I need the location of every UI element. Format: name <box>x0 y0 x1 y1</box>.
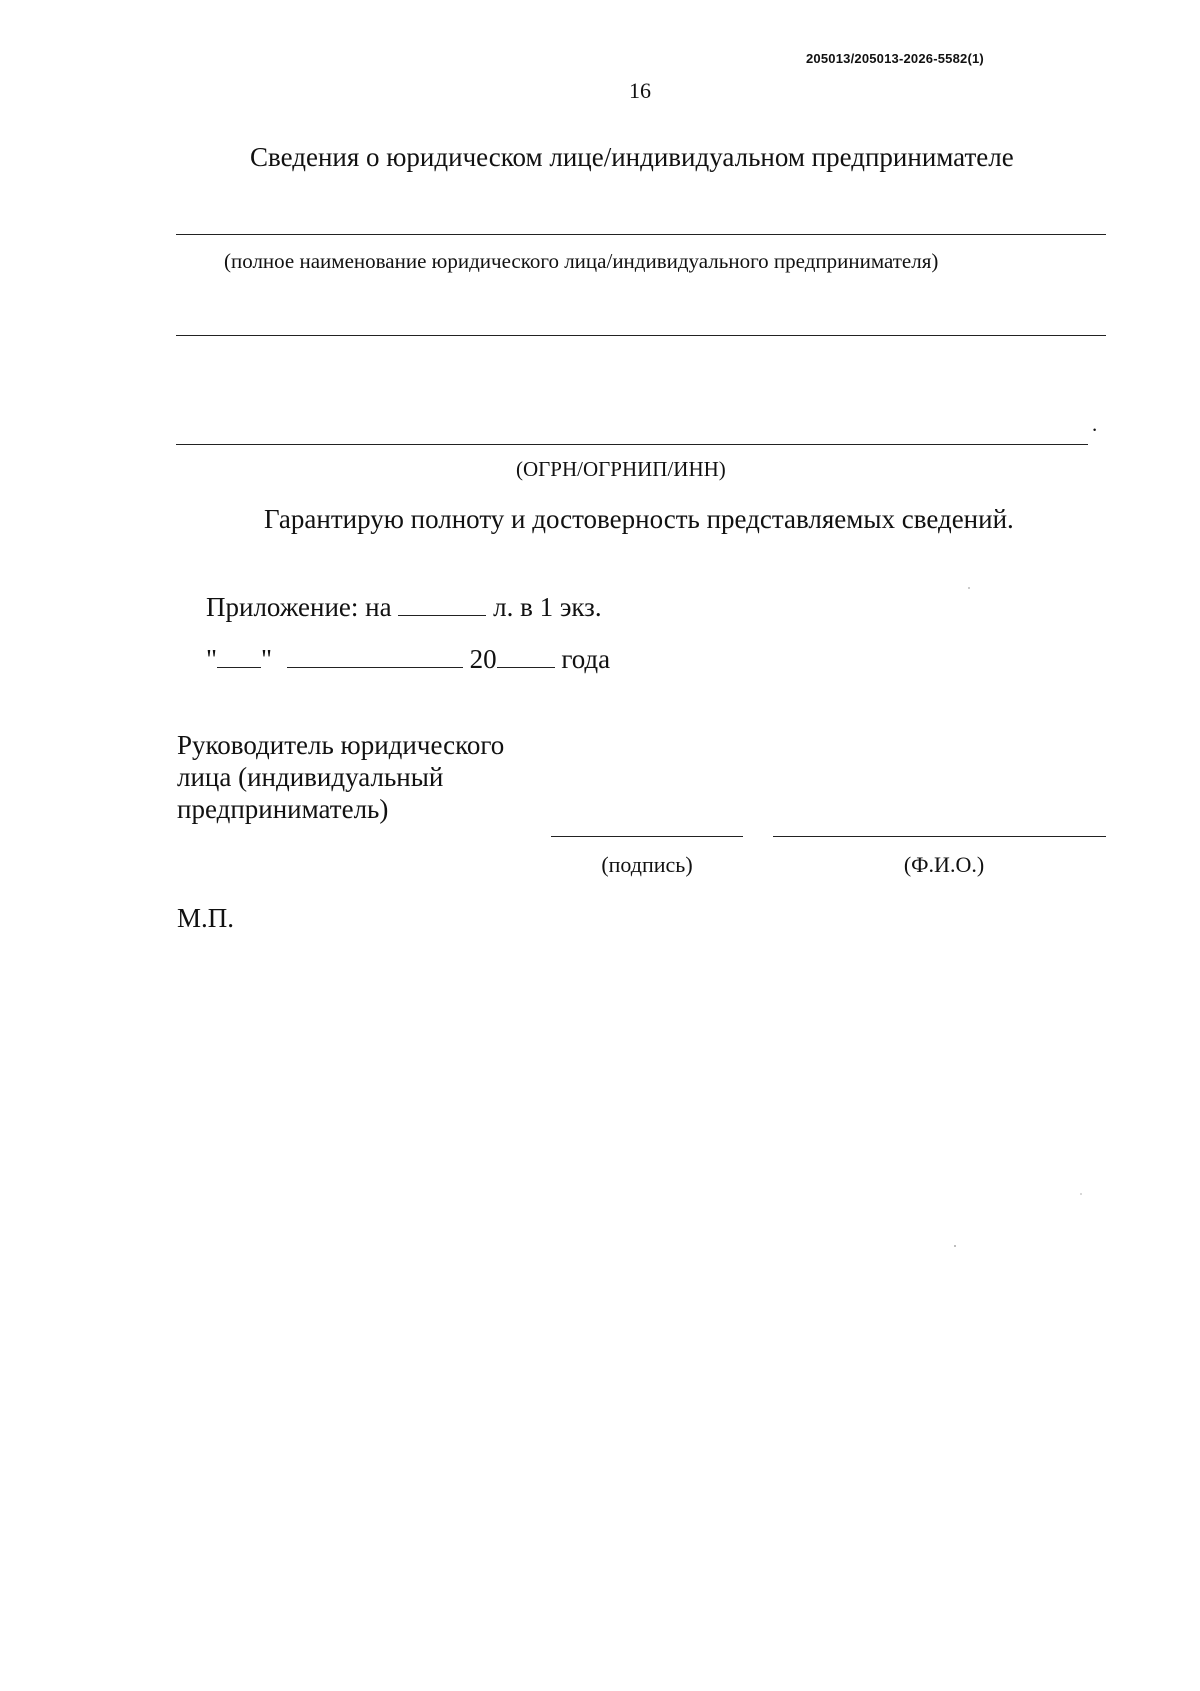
registration-number-caption: (ОГРН/ОГРНИП/ИНН) <box>516 457 726 481</box>
date-line <box>206 644 610 675</box>
attachment-line <box>206 592 602 623</box>
full-name-caption: (полное наименование юридического лица/индивидуального предпринимателя) <box>224 249 939 273</box>
scan-speck <box>1080 1193 1082 1195</box>
year-field[interactable] <box>497 645 555 668</box>
page-number: 16 <box>629 78 651 103</box>
month-field[interactable] <box>287 645 463 668</box>
signature-caption: (подпись) <box>601 852 693 877</box>
full-name-line-1[interactable] <box>176 234 1106 235</box>
attachment-prefix: Приложение: на <box>206 592 392 622</box>
day-close-quote: " <box>261 644 273 674</box>
registration-number-line[interactable] <box>176 444 1088 445</box>
year-suffix: года <box>561 644 611 674</box>
stamp-place: М.П. <box>177 903 235 933</box>
guarantee-statement: Гарантирую полноту и достоверность представляемых сведений. <box>264 504 1014 534</box>
attachment-pages-field[interactable] <box>398 593 486 616</box>
document-id: 205013/205013-2026-5582(1) <box>806 51 984 66</box>
day-field[interactable] <box>217 645 261 668</box>
full-name-signature-line[interactable] <box>773 836 1106 837</box>
signature-line[interactable] <box>551 836 743 837</box>
page-title: Сведения о юридическом лице/индивидуальном предпринимателе <box>250 142 1014 172</box>
year-prefix: 20 <box>469 644 497 674</box>
signatory-line-1: Руководитель юридического <box>177 730 505 760</box>
full-name-line-2[interactable] <box>176 335 1106 336</box>
scan-speck <box>968 587 970 589</box>
signatory-line-3: предприниматель) <box>177 794 389 824</box>
scan-speck <box>954 1245 956 1247</box>
trailing-dot: . <box>1092 412 1098 436</box>
day-open-quote: " <box>206 644 218 674</box>
signatory-line-2: лица (индивидуальный <box>177 762 444 792</box>
full-name-caption-signature: (Ф.И.О.) <box>903 852 985 877</box>
attachment-suffix: л. в 1 экз. <box>493 592 602 622</box>
